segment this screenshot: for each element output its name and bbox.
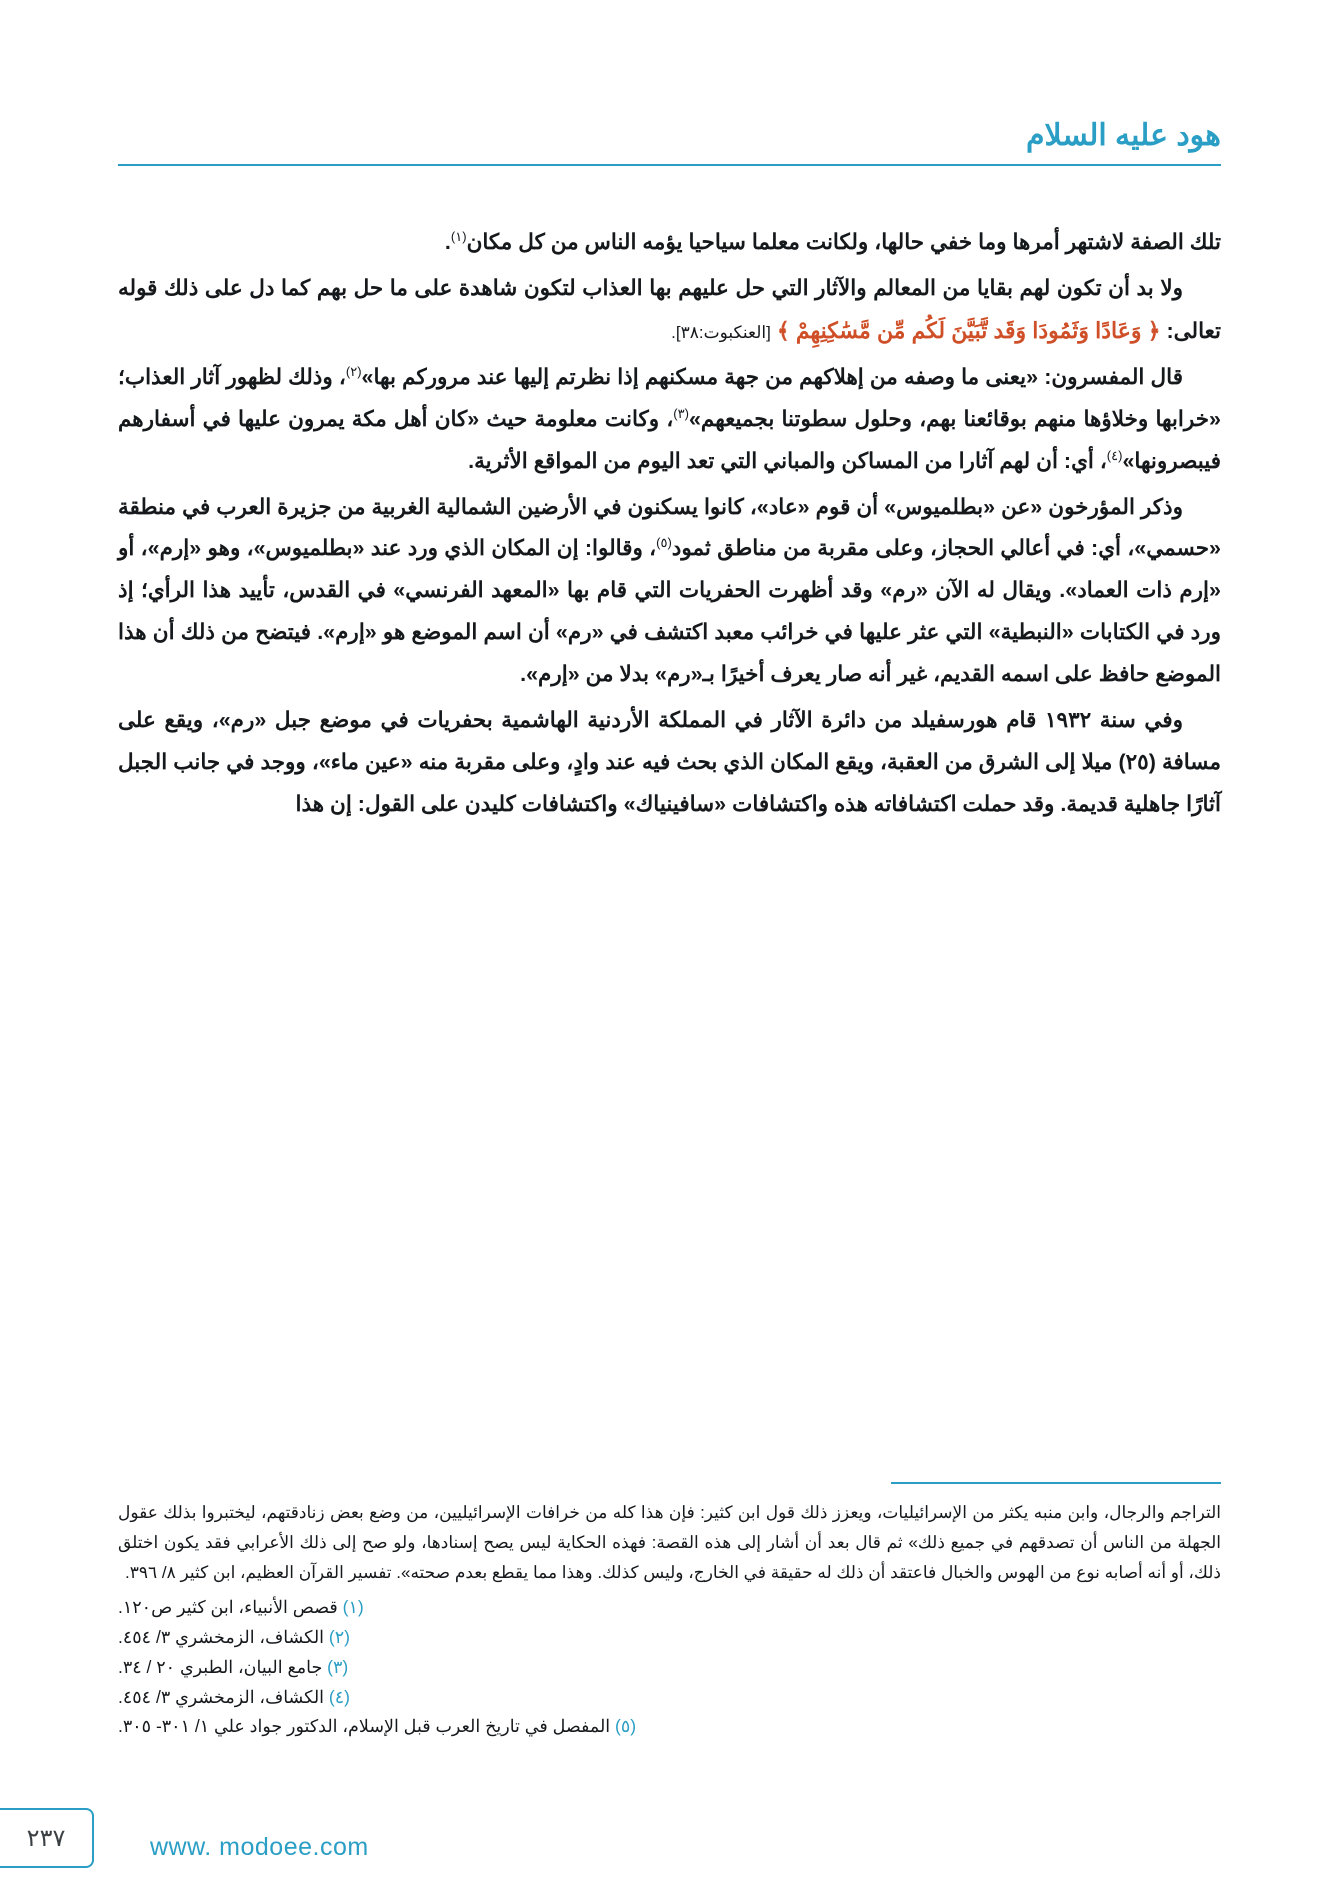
paragraph-5-text: وفي سنة ١٩٣٢ قام هورسفيلد من دائرة الآثار في المملكة الأردنية الهاشمية بحفريات في موضع جبل «رم»، ويقع على مسافة (٢٥) ميلا إلى الشرق من العقبة، ويقع المكان الذي بحث فيه عند وادٍ، وعلى مقربة منه «عين ماء»، ووجد في جانب الجبل آثارًا جاهلية قديمة. وقد حملت اكتشافاته هذه واكتشافات «سافينياك» واكتشافات كليدن على القول: إن هذا	[118, 708, 1222, 816]
paragraph-3	[118, 357, 1221, 483]
footnote-text: الكشاف، الزمخشري ٣/ ٤٥٤.	[118, 1627, 325, 1647]
footnote-text: المفصل في تاريخ العرب قبل الإسلام، الدكتور جواد علي ١/ ٣٠١- ٣٠٥.	[118, 1716, 611, 1737]
footnote-marker-2: (٢)	[345, 363, 362, 379]
paragraph-1-text: تلك الصفة لاشتهر أمرها وما خفي حالها، ولكانت معلما سياحيا يؤمه الناس من كل مكان	[466, 230, 1221, 254]
list-item	[118, 1683, 1221, 1713]
footnote-text: قصص الأنبياء، ابن كثير ص١٢٠.	[118, 1597, 338, 1618]
document-body	[118, 222, 1221, 830]
paragraph-2	[118, 268, 1221, 353]
footnote-number: (٥)	[615, 1716, 637, 1737]
list-item	[118, 1712, 1221, 1742]
footnote-number: (١)	[342, 1597, 364, 1618]
footnotes-divider	[891, 1482, 1221, 1484]
footnote-marker-3: (٣)	[673, 405, 689, 421]
footnotes-section	[118, 1482, 1221, 1742]
footnote-number: (٢)	[328, 1627, 350, 1647]
footnote-continuation: التراجم والرجال، وابن منبه يكثر من الإسرائيليات، ويعزز ذلك قول ابن كثير: فإن هذا كله من خرافات الإسرائيليين، من وضع بعض زنادقتهم، ليختبروا بذلك عقول الجهلة من الناس أن تصدقهم في جميع ذلك» ثم قال بعد أن أشار إلى هذه القصة: فهذه الحكاية ليس يصح إسنادها، ولو صح إلى ذلك الأعرابي فقد يكون اختلق ذلك، أو أنه أصابه نوع من الهوس والخبال فاعتقد أن ذلك له حقيقة في الخارج، وليس كذلك. وهذا مما يقطع بعدم صحته». تفسير القرآن العظيم، ابن كثير ٨/ ٣٩٦.	[118, 1503, 1221, 1582]
paragraph-2-lead: ولا بد أن تكون لهم بقايا من المعالم والآثار التي حل عليهم بها العذاب لتكون شاهدة على ما حل بهم كما دل على ذلك قوله تعالى:	[118, 275, 1221, 343]
header-divider	[118, 164, 1221, 166]
paragraph-4	[118, 487, 1221, 697]
footnote-marker-1: (١)	[450, 228, 467, 244]
footnote-text: الكشاف، الزمخشري ٣/ ٤٥٤.	[118, 1686, 325, 1707]
list-item	[118, 1653, 1221, 1683]
footnote-text: جامع البيان، الطبري ٢٠ / ٣٤.	[118, 1656, 323, 1677]
page-title: هود عليه السلام	[1025, 119, 1221, 152]
paragraph-4-text: وذكر المؤرخون «عن «بطلميوس» أن قوم «عاد»، كانوا يسكنون في الأرضين الشمالية الغربية من جزيرة العرب في منطقة «حسمي»، أي: في أعالي الحجاز، وعلى مقربة من مناطق ثمود	[118, 494, 1221, 561]
quran-reference: [العنكبوت:٣٨].	[671, 322, 771, 342]
footnote-number: (٣)	[327, 1656, 349, 1677]
footnote-marker-4: (٤)	[1106, 447, 1123, 463]
page-header	[118, 118, 1221, 166]
paragraph-1	[118, 222, 1221, 264]
site-url[interactable]: www. modoee.com	[150, 1833, 369, 1861]
page-number: ٢٣٧	[0, 1808, 94, 1868]
footnote-number: (٤)	[328, 1686, 350, 1707]
paragraph-4-text2: ، وقالوا: إن المكان الذي ورد عند «بطلميوس»، وهو «إرم»، أو «إرم ذات العماد». ويقال له الآن «رم» وقد أظهرت الحفريات التي قام بها «المعهد الفرنسي» في القدس، تأييد هذا الرأي؛ إذ ورد في الكتابات «النبطية» التي عثر عليها في خرائب معبد اكتشف في «رم» أن اسم الموضع هو «إرم». فيتضح من ذلك أن هذا الموضع حافظ على اسمه القديم، غير أنه صار يعرف أخيرًا بـ«رم» بدلا من «إرم».	[118, 536, 1221, 687]
page-footer	[0, 1794, 1339, 1890]
list-item	[118, 1593, 1221, 1623]
paragraph-3-text4: ، أي: أن لهم آثارا من المساكن والمباني التي تعد اليوم من المواقع الأثرية.	[468, 448, 1107, 473]
paragraph-5	[118, 700, 1221, 826]
paragraph-3-text2: ، وذلك لظهور آثار العذاب؛ «خرابها وخلاؤها منهم بوقائعنا بهم، وحلول سطوتنا بجميعهم»	[118, 364, 1221, 431]
paragraph-3-text3: ، وكانت معلومة حيث «كان أهل مكة يمرون عليها في أسفارهم فيبصرونها»	[118, 406, 1221, 473]
paragraph-3-text: قال المفسرون: «يعنى ما وصفه من إهلاكهم من جهة مسكنهم إذا نظرتم إليها عند مروركم بها»	[361, 364, 1183, 389]
quran-verse: ﴿ وَعَادًا وَثَمُودَا وَقَد تَّبَيَّنَ لَكُم مِّن مَّسَٰكِنِهِمْ ﴾	[776, 317, 1161, 343]
footnotes-list	[118, 1593, 1221, 1742]
footnote-marker-5: (٥)	[656, 535, 672, 551]
list-item	[118, 1623, 1221, 1653]
paragraph-1-tail: .	[444, 230, 451, 254]
